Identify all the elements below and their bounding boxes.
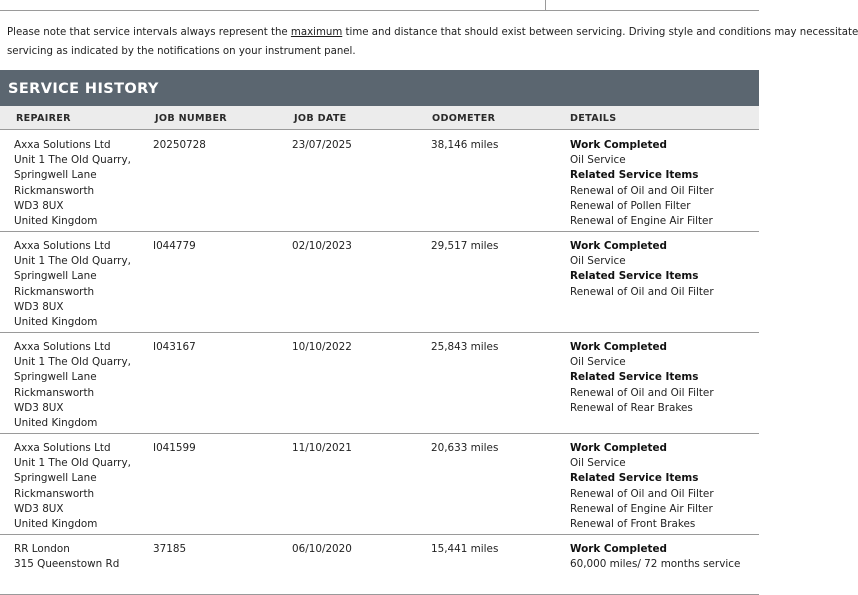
- table-row: [0, 534, 759, 595]
- related-item: Renewal of Oil and Oil Filter: [570, 285, 714, 298]
- repairer-address: [14, 138, 131, 229]
- job-number: I041599: [153, 442, 196, 454]
- column-header-job-number: JOB NUMBER: [155, 113, 227, 124]
- work-completed-heading: Work Completed: [570, 341, 667, 353]
- repairer-line: Axxa Solutions Ltd: [14, 139, 111, 151]
- repairer-address: [14, 542, 119, 572]
- repairer-line: Axxa Solutions Ltd: [14, 442, 111, 454]
- repairer-line: Rickmansworth: [14, 386, 95, 399]
- notice-line-2: servicing as indicated by the notifications on your instrument panel.: [7, 45, 356, 57]
- work-completed-heading: Work Completed: [570, 543, 667, 555]
- service-details: [570, 340, 714, 416]
- notice-text-after: time and distance that should exist between servicing. Driving style and conditions may necessitate: [342, 27, 858, 38]
- repairer-line: United Kingdom: [14, 214, 98, 227]
- work-completed-heading: Work Completed: [570, 240, 667, 252]
- related-item: Renewal of Engine Air Filter: [570, 502, 713, 515]
- repairer-line: Axxa Solutions Ltd: [14, 341, 111, 353]
- top-summary-strip: [0, 0, 759, 11]
- job-date: 10/10/2022: [292, 341, 352, 353]
- odometer-reading: 20,633 miles: [431, 442, 499, 454]
- repairer-line: United Kingdom: [14, 315, 98, 328]
- job-date: 11/10/2021: [292, 442, 352, 454]
- notice-line-1: [7, 24, 858, 43]
- related-item: Renewal of Oil and Oil Filter: [570, 386, 714, 399]
- odometer-reading: 29,517 miles: [431, 240, 499, 252]
- job-number: I043167: [153, 341, 196, 353]
- repairer-line: United Kingdom: [14, 416, 98, 429]
- job-date: 02/10/2023: [292, 240, 352, 252]
- odometer-reading: 25,843 miles: [431, 341, 499, 353]
- repairer-address: [14, 340, 131, 431]
- work-item: Oil Service: [570, 154, 626, 167]
- related-items-heading: Related Service Items: [570, 169, 699, 182]
- repairer-line: Axxa Solutions Ltd: [14, 240, 111, 252]
- job-date: 06/10/2020: [292, 543, 352, 555]
- related-items-heading: Related Service Items: [570, 472, 699, 485]
- column-header-odometer: ODOMETER: [432, 113, 496, 124]
- repairer-line: WD3 8UX: [14, 199, 64, 212]
- top-strip-divider: [545, 0, 546, 10]
- service-details: [570, 542, 740, 572]
- repairer-line: WD3 8UX: [14, 502, 64, 515]
- section-title: SERVICE HISTORY: [8, 81, 159, 97]
- table-row: [0, 130, 759, 232]
- related-item: Renewal of Oil and Oil Filter: [570, 487, 714, 500]
- notice-emphasis: maximum: [290, 27, 343, 38]
- job-number: 37185: [153, 543, 187, 555]
- repairer-line: 315 Queenstown Rd: [14, 558, 120, 571]
- table-row: [0, 433, 759, 535]
- column-header-details: DETAILS: [570, 113, 617, 124]
- job-number: I044779: [153, 240, 196, 252]
- related-items-heading: Related Service Items: [570, 371, 699, 384]
- related-item: Renewal of Oil and Oil Filter: [570, 184, 714, 197]
- repairer-line: Rickmansworth: [14, 487, 95, 500]
- repairer-line: United Kingdom: [14, 517, 98, 530]
- repairer-line: WD3 8UX: [14, 300, 64, 313]
- repairer-line: Unit 1 The Old Quarry,: [14, 457, 131, 470]
- job-date: 23/07/2025: [292, 139, 352, 151]
- repairer-address: [14, 239, 131, 330]
- repairer-line: Springwell Lane: [14, 472, 97, 485]
- odometer-reading: 38,146 miles: [431, 139, 499, 151]
- work-item: Oil Service: [570, 255, 626, 268]
- column-header-repairer: REPAIRER: [16, 113, 71, 124]
- repairer-line: RR London: [14, 543, 70, 555]
- table-header: [0, 106, 759, 130]
- section-header: [0, 70, 759, 106]
- service-details: [570, 441, 714, 532]
- repairer-line: WD3 8UX: [14, 401, 64, 414]
- work-completed-heading: Work Completed: [570, 442, 667, 454]
- work-item: 60,000 miles/ 72 months service: [570, 558, 741, 571]
- repairer-line: Unit 1 The Old Quarry,: [14, 356, 131, 369]
- related-item: Renewal of Engine Air Filter: [570, 214, 713, 227]
- repairer-line: Rickmansworth: [14, 184, 95, 197]
- work-item: Oil Service: [570, 356, 626, 369]
- repairer-line: Springwell Lane: [14, 270, 97, 283]
- repairer-line: Springwell Lane: [14, 169, 97, 182]
- related-item: Renewal of Rear Brakes: [570, 401, 693, 414]
- repairer-line: Unit 1 The Old Quarry,: [14, 154, 131, 167]
- repairer-line: Springwell Lane: [14, 371, 97, 384]
- work-completed-heading: Work Completed: [570, 139, 667, 151]
- job-number: 20250728: [153, 139, 206, 151]
- service-details: [570, 138, 714, 229]
- column-header-job-date: JOB DATE: [294, 113, 347, 124]
- table-row: [0, 332, 759, 434]
- table-row: [0, 231, 759, 333]
- related-item: Renewal of Pollen Filter: [570, 199, 691, 212]
- work-item: Oil Service: [570, 457, 626, 470]
- repairer-line: Rickmansworth: [14, 285, 95, 298]
- repairer-address: [14, 441, 131, 532]
- related-item: Renewal of Front Brakes: [570, 517, 696, 530]
- service-details: [570, 239, 714, 300]
- notice-text-before: Please note that service intervals always represent the: [7, 27, 291, 38]
- related-items-heading: Related Service Items: [570, 270, 699, 283]
- service-interval-notice: [7, 24, 858, 61]
- repairer-line: Unit 1 The Old Quarry,: [14, 255, 131, 268]
- odometer-reading: 15,441 miles: [431, 543, 499, 555]
